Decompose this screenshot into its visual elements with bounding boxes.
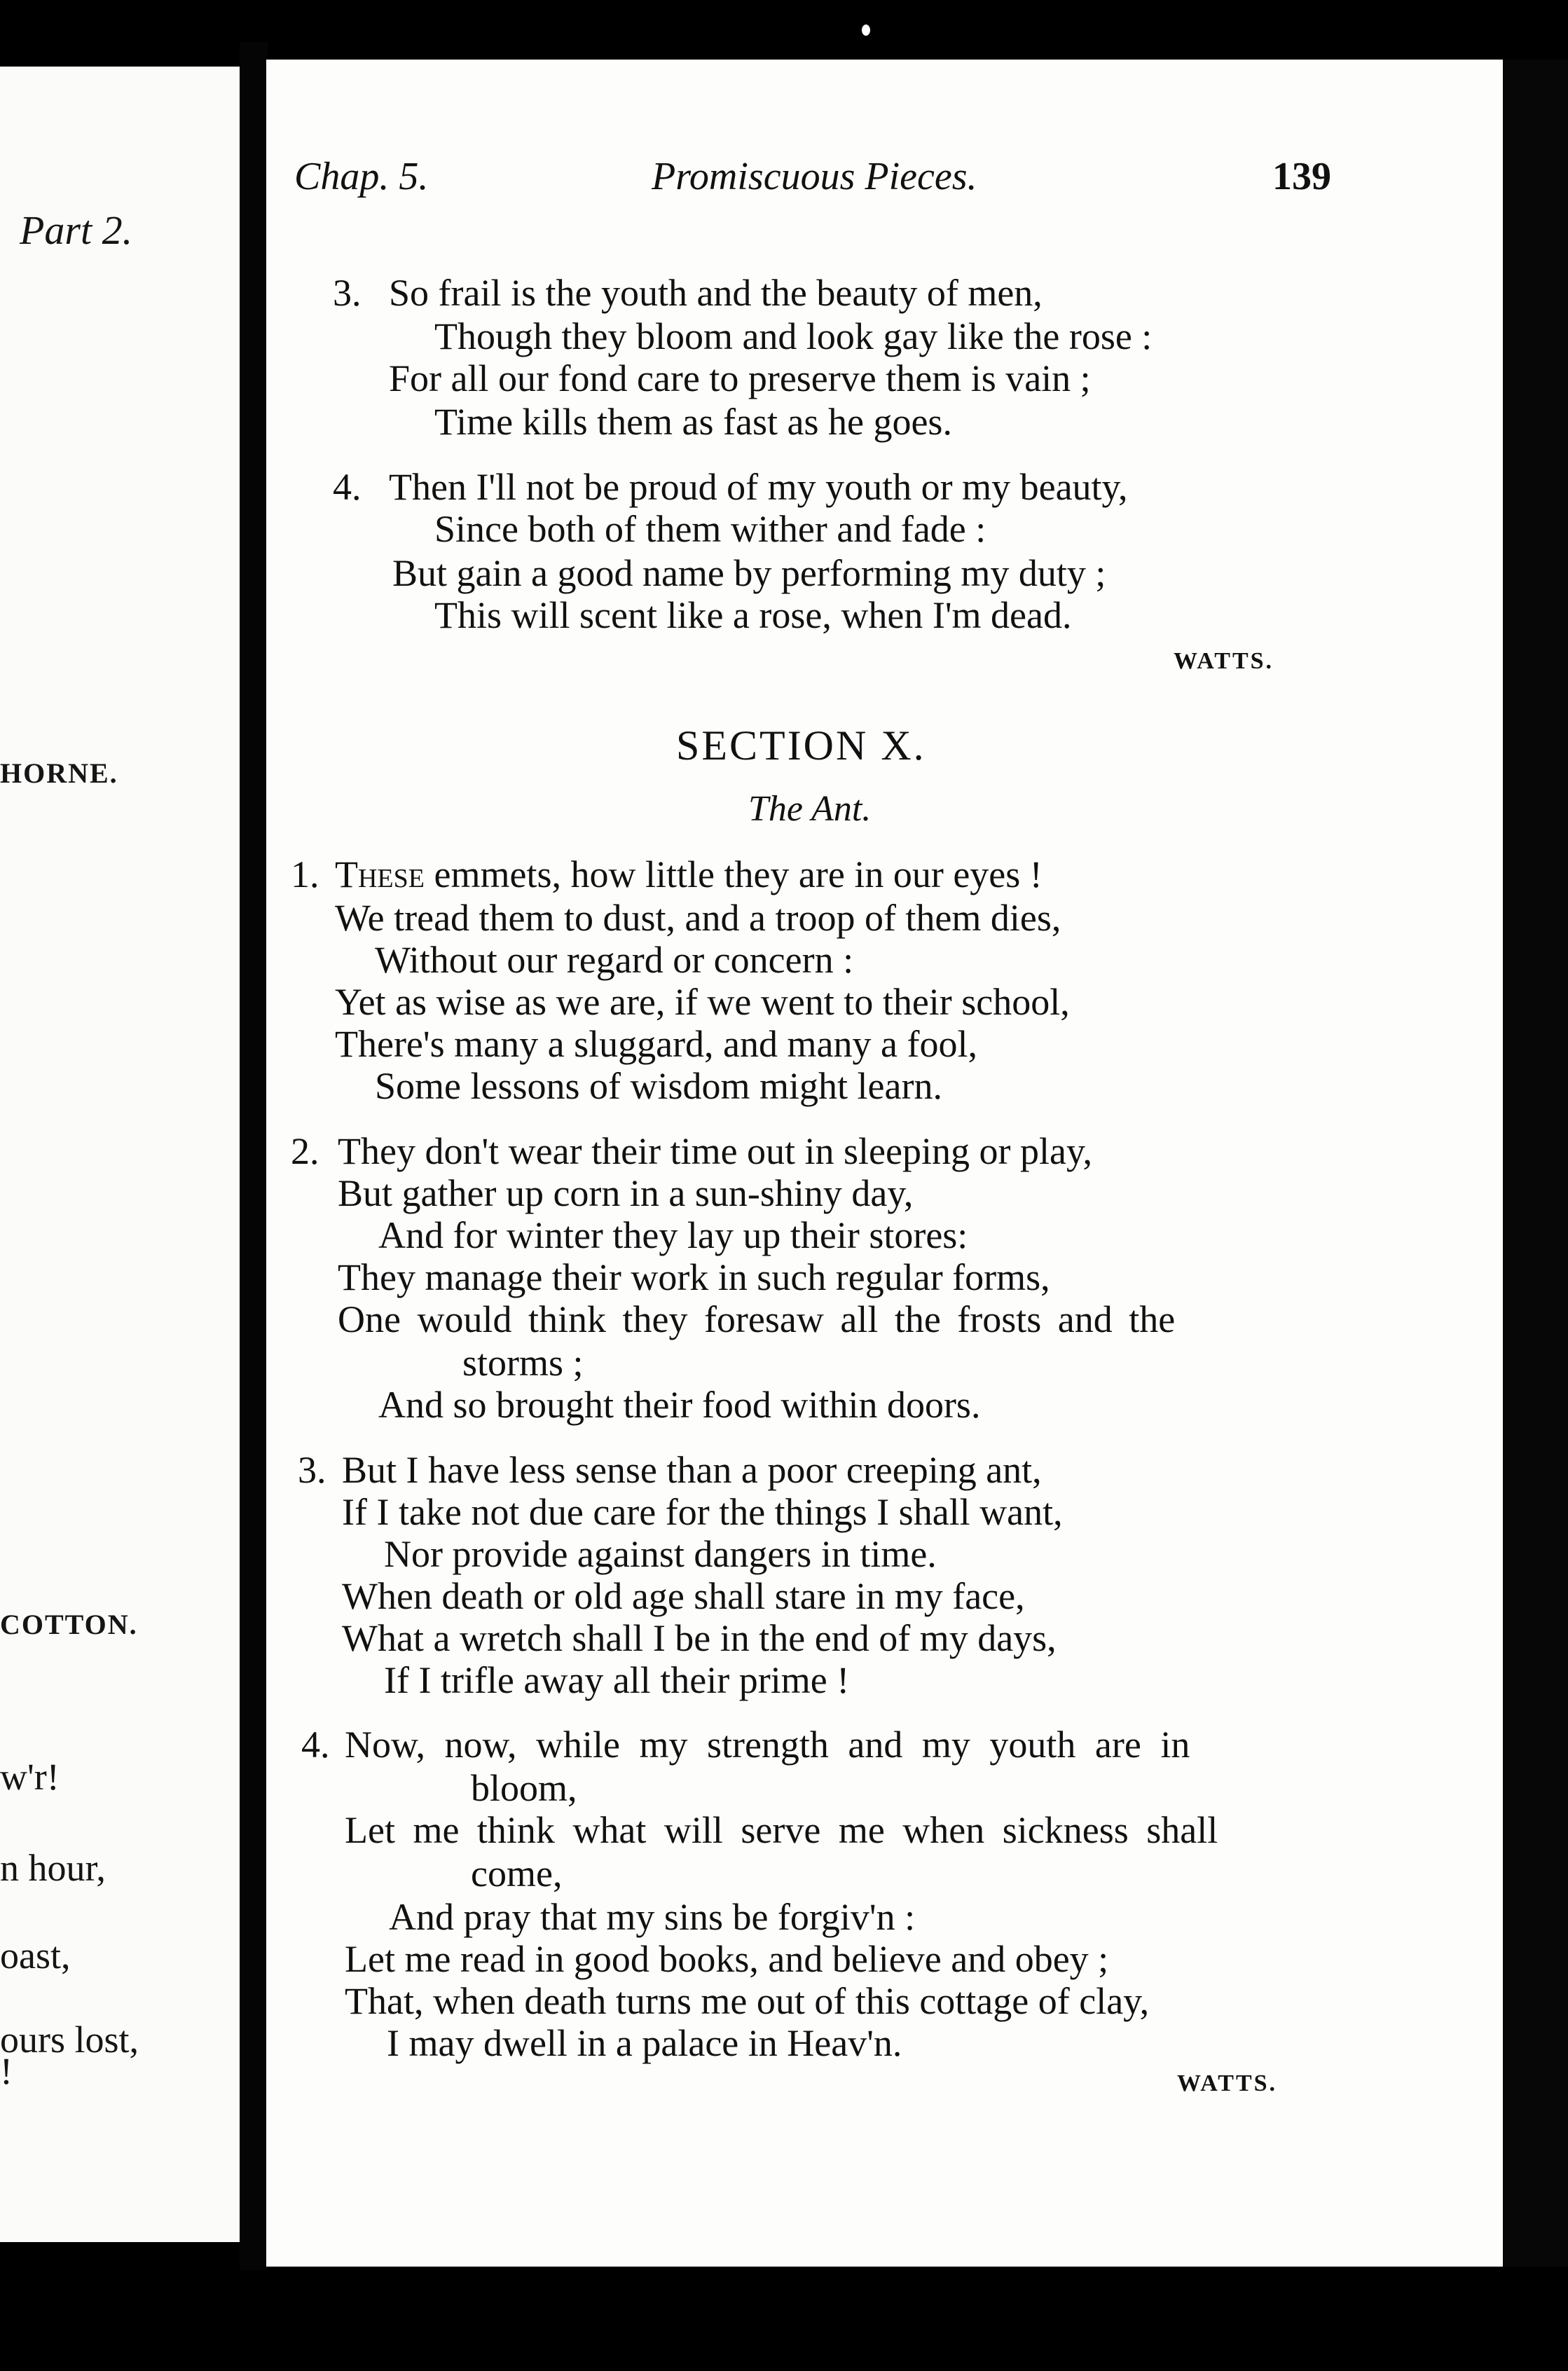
verse-line: And pray that my sins be forgiv'n : bbox=[389, 1896, 916, 1938]
verse-line: Some lessons of wisdom might learn. bbox=[375, 1065, 942, 1107]
left-text-fragment: oast, bbox=[0, 1934, 71, 1977]
verse-line: There's many a sluggard, and many a fool, bbox=[335, 1023, 977, 1065]
verse-line bbox=[335, 853, 1043, 895]
stanza-number: 2. bbox=[291, 1130, 319, 1172]
left-attribution: COTTON. bbox=[0, 1609, 138, 1640]
verse-text: emmets, how little they are in our eyes ! bbox=[434, 853, 1043, 895]
verse-line: They manage their work in such regular forms, bbox=[338, 1256, 1050, 1298]
verse-line: One would think they foresaw all the frosts and the bbox=[338, 1298, 1176, 1340]
left-page-fragment bbox=[0, 67, 240, 2242]
left-attribution: HORNE. bbox=[0, 757, 118, 789]
verse-line: Let me think what will serve me when sickness shall bbox=[345, 1809, 1218, 1851]
stanza-number: 3. bbox=[333, 272, 362, 314]
left-text-fragment: w'r! bbox=[0, 1756, 60, 1798]
verse-line: Nor provide against dangers in time. bbox=[384, 1533, 937, 1575]
verse-line: We tread them to dust, and a troop of them dies, bbox=[335, 897, 1061, 939]
left-text-fragment: n hour, bbox=[0, 1847, 106, 1889]
verse-line: They don't wear their time out in sleeping or play, bbox=[338, 1130, 1092, 1172]
left-text-fragment: ours lost, bbox=[0, 2019, 139, 2061]
small-caps-lead: These bbox=[335, 853, 425, 895]
verse-line: bloom, bbox=[471, 1767, 577, 1809]
verse-line: Since both of them wither and fade : bbox=[434, 508, 986, 550]
verse-line: If I trifle away all their prime ! bbox=[384, 1659, 850, 1701]
verse-line: Time kills them as fast as he goes. bbox=[434, 401, 952, 443]
running-header bbox=[294, 154, 1331, 210]
chapter-label: Chap. 5. bbox=[294, 155, 429, 198]
verse-line: Then I'll not be proud of my youth or my beauty, bbox=[389, 466, 1128, 508]
stanza-number: 4. bbox=[301, 1724, 330, 1766]
verse-line: But I have less sense than a poor creeping ant, bbox=[342, 1449, 1042, 1491]
verse-line: I may dwell in a palace in Heav'n. bbox=[387, 2022, 902, 2064]
page-number: 139 bbox=[1272, 155, 1331, 198]
verse-line: Though they bloom and look gay like the rose : bbox=[434, 315, 1153, 357]
attribution: WATTS. bbox=[1177, 2070, 1278, 2096]
left-running-head: Part 2. bbox=[20, 207, 133, 253]
verse-line: When death or old age shall stare in my face, bbox=[342, 1575, 1025, 1617]
verse-line: For all our fond care to preserve them is vain ; bbox=[389, 357, 1091, 399]
verse-line: Yet as wise as we are, if we went to their school, bbox=[335, 981, 1070, 1023]
verse-line: If I take not due care for the things I shall want, bbox=[342, 1491, 1063, 1533]
verse-line: Without our regard or concern : bbox=[375, 939, 854, 981]
stanza-number: 1. bbox=[291, 853, 319, 895]
verse-line: come, bbox=[471, 1853, 563, 1895]
book-gutter bbox=[240, 42, 268, 2270]
left-text-fragment: ! bbox=[0, 2050, 13, 2092]
verse-line: And so brought their food within doors. bbox=[378, 1384, 981, 1426]
verse-line: But gain a good name by performing my duty ; bbox=[392, 552, 1106, 594]
verse-line: Let me read in good books, and believe and obey ; bbox=[345, 1938, 1109, 1980]
section-subtitle: The Ant. bbox=[748, 789, 872, 829]
attribution: WATTS. bbox=[1174, 648, 1274, 674]
section-heading: SECTION X. bbox=[676, 722, 926, 769]
stanza-number: 4. bbox=[333, 466, 362, 508]
page-edge bbox=[1503, 60, 1568, 2267]
verse-line: That, when death turns me out of this cottage of clay, bbox=[345, 1980, 1150, 2022]
verse-line: Now, now, while my strength and my youth are in bbox=[345, 1724, 1190, 1766]
verse-line: storms ; bbox=[462, 1342, 584, 1384]
speck bbox=[862, 25, 870, 36]
stanza-number: 3. bbox=[298, 1449, 326, 1491]
verse-line: But gather up corn in a sun-shiny day, bbox=[338, 1172, 914, 1214]
verse-line: What a wretch shall I be in the end of my days, bbox=[342, 1617, 1057, 1659]
verse-line: And for winter they lay up their stores: bbox=[378, 1214, 968, 1256]
running-title: Promiscuous Pieces. bbox=[652, 155, 977, 198]
verse-line: This will scent like a rose, when I'm dead. bbox=[434, 594, 1072, 636]
verse-line: So frail is the youth and the beauty of men, bbox=[389, 272, 1043, 314]
